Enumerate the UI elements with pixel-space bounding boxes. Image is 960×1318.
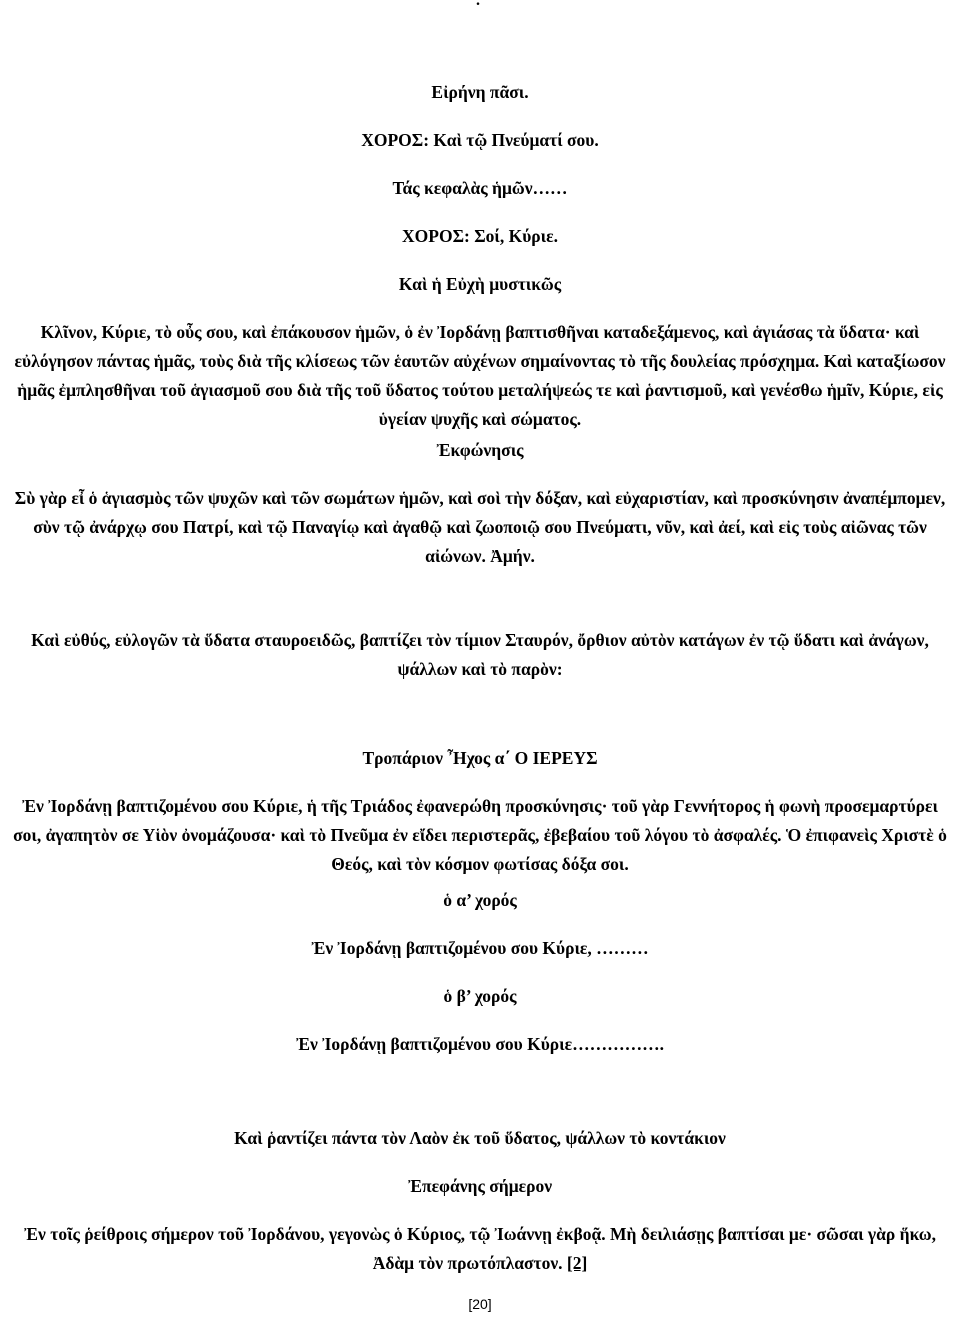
second-choir-verse: Ἐν Ἰορδάνῃ βαπτιζομένου σου Κύριε…………….: [296, 1034, 664, 1054]
cross-rubric: Καὶ εὐθύς, εὐλογῶν τὰ ὕδατα σταυροειδῶς, βαπτίζει τὸν τίμιον Σταυρόν, ὄρθιον αὐτὸν κατάγων ἐν τῷ ὕδατι καὶ ἀνάγων, ψάλλων καὶ τὸ παρὸν:: [31, 630, 929, 679]
kontakion-heading: Ἐπεφάνης σήμερον: [407, 1176, 553, 1196]
ekfonisis-text: Σὺ γὰρ εἶ ὁ ἁγιασμὸς τῶν ψυχῶν καὶ τῶν σωμάτων ἡμῶν, καὶ σοὶ τὴν δόξαν, καὶ εὐχαριστίαν, καὶ προσκύνησιν ἀναπέμπομεν, σὺν τῷ ἀνάρχῳ σου Πατρί, καὶ τῷ Παναγίῳ καὶ ἀγαθῷ καὶ ζωοποιῷ σου Πνεύματι, νῦν, καὶ ἀεί, καὶ εἰς τοὺς αἰῶνας τῶν αἰώνων. Ἀμήν.: [14, 488, 946, 566]
heads-bow-line: Τάς κεφαλὰς ἡμῶν……: [392, 178, 568, 198]
second-choir-label: ὁ β’ χορός: [443, 986, 517, 1006]
troparion-heading: Τροπάριον Ἦχος α΄ Ο ΙΕΡΕΥΣ: [362, 748, 598, 768]
prayer-heading: Καὶ ἡ Εὐχὴ μυστικῶς: [398, 274, 562, 294]
kontakion-body: Ἐν τοῖς ῥείθροις σήμερον τοῦ Ἰορδάνου, γεγονὼς ὁ Κύριος, τῷ Ἰωάννῃ ἐκβοᾷ. Μὴ δειλιάσῃς βαπτίσαι με· σῶσαι γὰρ ἥκω, Ἀδὰμ τὸν πρωτόπλαστον.: [24, 1224, 936, 1273]
page-number: [20]: [468, 1296, 492, 1312]
ekfonisis-heading: Ἐκφώνησις: [436, 440, 524, 460]
first-choir-label: ὁ α’ χορός: [443, 890, 517, 910]
sprinkle-rubric: Καὶ ῥαντίζει πάντα τὸν Λαὸν ἐκ τοῦ ὕδατος, ψάλλων τὸ κοντάκιον: [234, 1128, 726, 1148]
troparion-text: Ἐν Ἰορδάνῃ βαπτιζομένου σου Κύριε, ἡ τῆς Τριάδος ἐφανερώθη προσκύνησις· τοῦ γὰρ Γεννήτορος ἡ φωνὴ προσεμαρτύρει σοι, ἀγαπητὸν σε Υἱὸν ὀνομάζουσα· καὶ τὸ Πνεῦμα ἐν εἴδει περιστερᾶς, ἐβεβαίου τοῦ λόγου τὸ ἀσφαλές. Ὁ ἐπιφανεὶς Χριστὲ ὁ Θεός, καὶ τὸν κόσμον φωτίσας δόξα σοι.: [13, 796, 947, 874]
first-choir-verse: Ἐν Ἰορδάνῃ βαπτιζομένου σου Κύριε, ………: [311, 938, 649, 958]
footnote-link[interactable]: [2]: [566, 1253, 588, 1273]
choir-response-1: ΧΟΡΟΣ: Καὶ τῷ Πνεύματί σου.: [361, 130, 599, 150]
greeting-line: Εἰρήνη πᾶσι.: [431, 82, 529, 102]
kontakion-text: [6, 1220, 954, 1278]
top-dot: .: [476, 0, 480, 9]
prayer-text: Κλῖνον, Κύριε, τὸ οὖς σου, καὶ ἐπάκουσον ἡμῶν, ὁ ἐν Ἰορδάνῃ βαπτισθῆναι καταδεξάμενος, καὶ ἁγιάσας τὰ ὕδατα· καὶ εὐλόγησον πάντας ἡμᾶς, τοὺς διὰ τῆς κλίσεως τῶν ἑαυτῶν αὐχένων σημαίνοντας τὸ τῆς δουλείας πρόσχημα. Καὶ καταξίωσον ἡμᾶς ἐμπλησθῆναι τοῦ ἁγιασμοῦ σου διὰ τῆς τοῦ ὕδατος τούτου μεταλήψεώς τε καὶ ῥαντισμοῦ, καὶ γενέσθω ἡμῖν, Κύριε, εἰς ὑγείαν ψυχῆς καὶ σώματος.: [14, 322, 946, 429]
choir-response-2: ΧΟΡΟΣ: Σοί, Κύριε.: [402, 226, 558, 246]
